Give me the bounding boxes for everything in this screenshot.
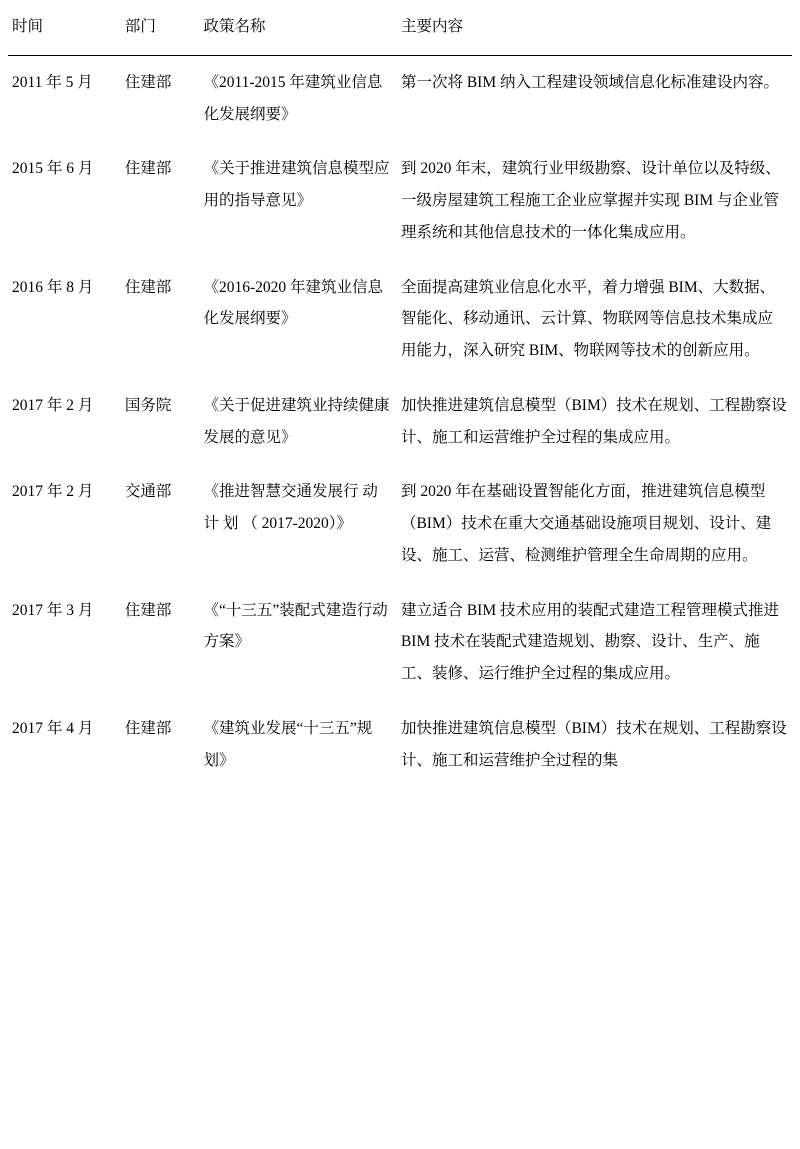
cell-main-content: 到 2020 年在基础设置智能化方面，推进建筑信息模型（BIM）技术在重大交通基础设施项目规划、设计、建设、施工、运营、检测维护管理全生命周期的应用。 — [400, 483, 772, 564]
table-body — [8, 55, 792, 788]
cell-department: 住建部 — [124, 720, 172, 738]
cell-time: 2011 年 5 月 — [12, 73, 93, 91]
cell-time: 2017 年 3 月 — [12, 601, 94, 619]
cell-time: 2015 年 6 月 — [12, 160, 94, 178]
cell-policy-name: 《建筑业发展“十三五”规划》 — [203, 720, 373, 769]
cell-time: 2017 年 2 月 — [12, 396, 94, 414]
cell-main-content: 到 2020 年末，建筑行业甲级勘察、设计单位以及特级、一级房屋建筑工程施工企业应掌握并实现 BIM 与企业管理系统和其他信息技术的一体化集成应用。 — [400, 160, 781, 241]
cell-time: 2017 年 2 月 — [12, 483, 94, 501]
table-header — [8, 0, 792, 55]
cell-department: 住建部 — [124, 601, 172, 619]
table-row — [8, 55, 792, 142]
column-header-time: 时间 — [8, 0, 121, 55]
cell-department: 国务院 — [124, 396, 172, 414]
cell-main-content: 加快推进建筑信息模型（BIM）技术在规划、工程勘察设计、施工和运营维护全过程的集成应用。 — [400, 396, 787, 446]
table-row — [8, 379, 792, 466]
column-header-department: 部门 — [121, 0, 200, 55]
cell-time: 2017 年 4 月 — [12, 720, 94, 738]
policy-table — [8, 0, 792, 789]
cell-policy-name: 《2016-2020 年建筑业信息化发展纲要》 — [203, 278, 383, 328]
cell-department: 交通部 — [124, 483, 172, 501]
cell-policy-name: 《推进智慧交通发展行 动 计 划 （ 2017-2020）》 — [203, 483, 378, 533]
cell-department: 住建部 — [124, 73, 172, 91]
table-row — [8, 261, 792, 379]
table-row — [8, 702, 792, 789]
column-header-policy-name: 政策名称 — [199, 0, 397, 55]
cell-department: 住建部 — [124, 278, 172, 296]
cell-policy-name: 《关于推进建筑信息模型应用的指导意见》 — [203, 160, 390, 210]
table-row — [8, 142, 792, 260]
column-header-main-content: 主要内容 — [397, 0, 792, 55]
cell-main-content: 建立适合 BIM 技术应用的装配式建造工程管理模式推进 BIM 技术在装配式建造规划、勘察、设计、生产、施工、装修、运行维护全过程的集成应用。 — [400, 601, 779, 683]
table-row — [8, 584, 792, 702]
cell-policy-name: 《“十三五”装配式建造行动方案》 — [203, 601, 388, 651]
cell-policy-name: 《2011-2015 年建筑业信息化发展纲要》 — [203, 73, 383, 123]
table-row — [8, 465, 792, 583]
cell-main-content: 全面提高建筑业信息化水平，着力增强 BIM、大数据、智能化、移动通讯、云计算、物联网等信息技术集成应用能力，深入研究 BIM、物联网等技术的创新应用。 — [400, 278, 776, 360]
cell-time: 2016 年 8 月 — [12, 278, 94, 296]
cell-main-content: 加快推进建筑信息模型（BIM）技术在规划、工程勘察设计、施工和运营维护全过程的集 — [400, 720, 787, 769]
cell-policy-name: 《关于促进建筑业持续健康发展的意见》 — [203, 396, 390, 446]
table-header-row — [8, 0, 792, 55]
cell-department: 住建部 — [124, 160, 172, 178]
cell-main-content: 第一次将 BIM 纳入工程建设领域信息化标准建设内容。 — [400, 73, 779, 91]
